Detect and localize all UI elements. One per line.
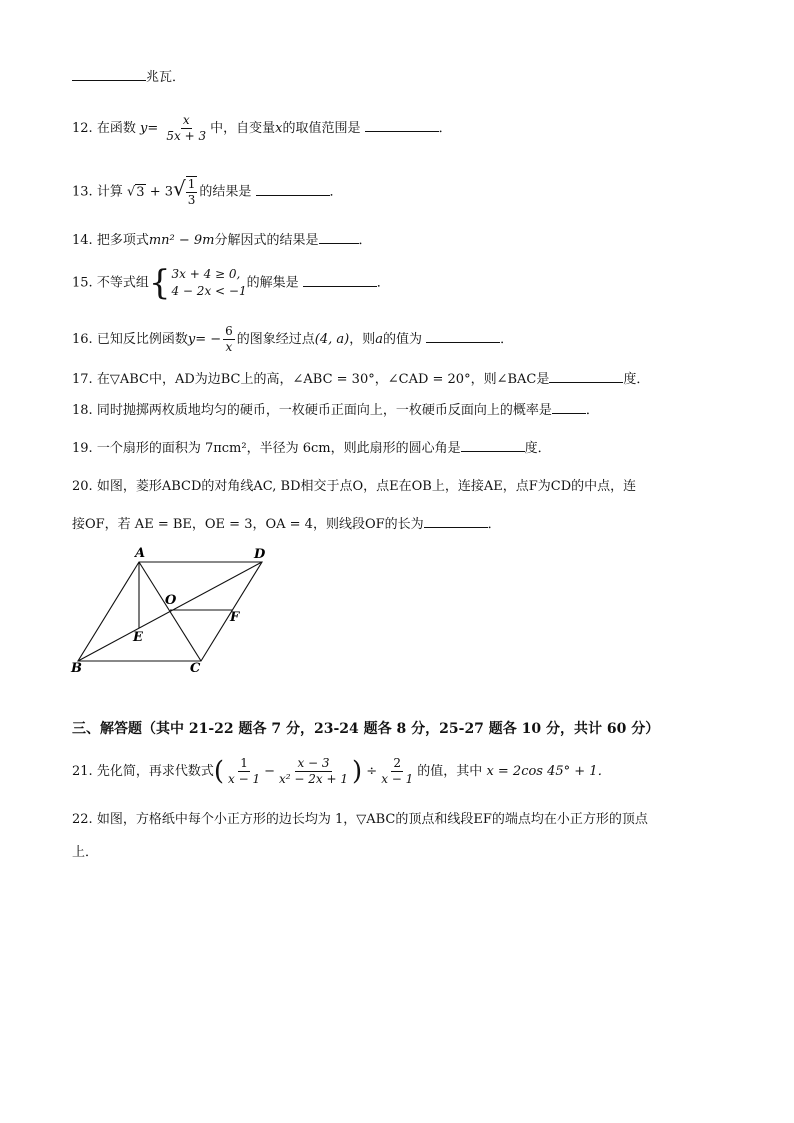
answer-blank[interactable]	[552, 399, 586, 414]
question-22-line1: 22. 如图，方格纸中每个小正方形的边长均为 1，▽ABC的顶点和线段EF的端点均在小正方形的顶点	[72, 812, 648, 827]
label-c: C	[190, 661, 201, 676]
label-d: D	[254, 547, 266, 562]
question-18: 18. 同时抛掷两枚质地均匀的硬币，一枚硬币正面向上，一枚硬币反面向上的概率是 ．	[72, 399, 599, 421]
fraction: $\frac{x - 3}{\text{x² − 2x + 1}}$	[279, 756, 348, 786]
question-number: 12.	[72, 121, 93, 136]
answer-blank[interactable]	[319, 229, 359, 244]
question-number: 20.	[72, 479, 93, 494]
answer-blank[interactable]	[303, 272, 377, 287]
label-o: O	[165, 593, 177, 608]
inequality-system: { 3x + 4 ≥ 0, 4 − 2x < −1	[148, 263, 247, 303]
question-19: 19. 一个扇形的面积为 7πcm²，半径为 6cm，则此扇形的圆心角是 度．	[72, 437, 551, 459]
question-15: 15. 不等式组 { 3x + 4 ≥ 0, 4 − 2x < −1 的解集是 ．	[72, 263, 390, 303]
answer-blank[interactable]	[549, 368, 623, 383]
question-number: 21.	[72, 764, 93, 779]
label-f: F	[230, 610, 240, 625]
sqrt-symbol: √	[173, 176, 186, 201]
question-number: 15.	[72, 275, 93, 291]
section-3-heading: 三、解答题（其中 21-22 题各 7 分，23-24 题各 8 分，25-27 题各 10 分，共计 60 分）	[72, 721, 660, 737]
answer-blank[interactable]	[365, 117, 439, 132]
fraction: $\frac{2}{x - 1}$	[381, 756, 414, 786]
rhombus-figure	[66, 542, 286, 677]
question-22-line2: 上．	[72, 845, 99, 860]
question-number: 19.	[72, 441, 93, 456]
question-13: 13. 计算 √3 + 3√ $\frac{1}{3}$ 的结果是 ．	[72, 176, 343, 207]
question-21: 21. 先化简，再求代数式( $\frac{1}{x - 1}$ − $\frac{x - 3}{\text{x² − 2x + 1}}$ ) ÷ $\frac{2}{x - 1}$ 的值，其中 x = 2cos 45° + 1．	[72, 756, 611, 787]
question-14: 14. 把多项式mn² − 9m分解因式的结果是 ．	[72, 229, 372, 251]
fraction: $\frac{x}{5x + 3}$	[166, 113, 207, 143]
question-number: 14.	[72, 233, 93, 248]
answer-blank[interactable]	[424, 513, 488, 528]
label-e: E	[133, 630, 143, 645]
question-17: 17. 在▽ABC中，AD为边BC上的高，∠ABC = 30°，∠CAD = 20°，则∠BAC是 度．	[72, 368, 649, 390]
sqrt-symbol: √	[126, 184, 136, 200]
fraction: $\frac{6}{x}$	[225, 324, 233, 354]
question-number: 18.	[72, 403, 93, 418]
fraction: $\frac{1}{3}$	[187, 177, 196, 207]
answer-blank[interactable]	[72, 66, 146, 81]
answer-blank[interactable]	[256, 181, 330, 196]
question-16: 16. 已知反比例函数y= − $\frac{6}{x}$ 的图象经过点(4, a)，则a的值为 ．	[72, 324, 514, 354]
label-b: B	[71, 661, 82, 676]
question-number: 16.	[72, 332, 93, 347]
question-number: 17.	[72, 372, 93, 387]
question-number: 22.	[72, 812, 93, 827]
brace-icon: {	[148, 263, 171, 303]
label-a: A	[135, 546, 146, 561]
answer-blank[interactable]	[461, 437, 525, 452]
answer-blank[interactable]	[426, 328, 500, 343]
question-number: 13.	[72, 184, 93, 200]
q11-tail: 兆瓦．	[72, 66, 185, 88]
question-20-line1: 20. 如图，菱形ABCD的对角线AC, BD相交于点O，点E在OB上，连接AE，点F为CD的中点，连	[72, 479, 637, 494]
question-12: 12. 在函数 y= $\frac{x}{5x + 3}$ 中，自变量x的取值范围是 ．	[72, 113, 452, 143]
question-20-line2: 接OF，若 AE = BE，OE = 3，OA = 4，则线段OF的长为 ．	[72, 513, 501, 535]
fraction: $\frac{1}{x - 1}$	[228, 756, 261, 786]
